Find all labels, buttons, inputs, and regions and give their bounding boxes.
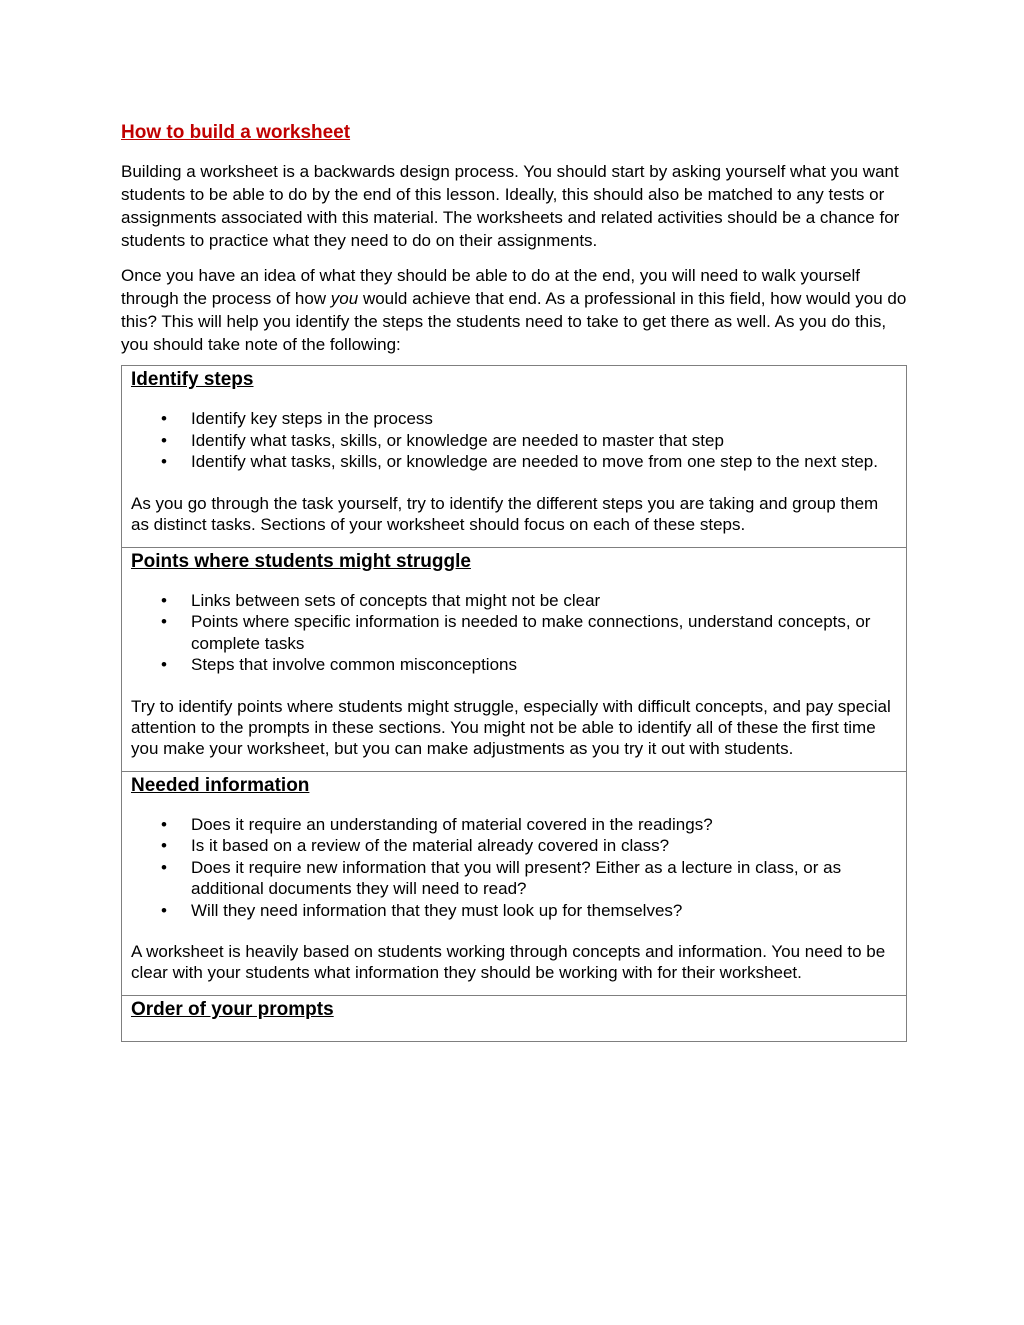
bullet-icon: • [161, 836, 167, 855]
bullet-icon: • [161, 612, 167, 631]
section-note: Try to identify points where students might struggle, especially with difficult concepts, and pay special attention to the prompts in these sections. You might not be able to identify all of these the first time you make your worksheet, but you can make adjustments as you try it out with students. [131, 696, 891, 758]
bullet-icon: • [161, 814, 167, 834]
list-item [131, 654, 897, 676]
bullet-list [131, 408, 897, 473]
intro-paragraph-1: Building a worksheet is a backwards design process. You should start by asking yourself what you want students to be able to do by the end of this lesson. Ideally, this should also be matched to any tests or assignments associated with this material. The worksheets and related activities should be a chance for students to practice what they need to do on their assignments. [121, 162, 900, 250]
section-identify-steps [122, 366, 906, 547]
section-needed-information [122, 771, 906, 996]
document-page [121, 118, 907, 1042]
list-item [131, 408, 897, 430]
section-note: A worksheet is heavily based on students working through concepts and information. You need to be clear with your students what information they should be working with for their worksheet. [131, 942, 886, 982]
section-title: Needed information [131, 774, 310, 796]
list-item [131, 835, 897, 857]
list-item-text: Identify key steps in the process [191, 409, 433, 428]
list-item-text: Does it require an understanding of material covered in the readings? [191, 814, 713, 834]
notes-table [121, 365, 907, 1042]
intro-paragraph-2-text-a: Once you have an idea of what they should be able to do at the end, you will need to walk yourself through the process of how [121, 266, 861, 308]
bullet-icon: • [161, 857, 167, 877]
bullet-icon: • [161, 900, 167, 920]
bullet-list [131, 814, 897, 922]
section-title: Order of your prompts [131, 999, 334, 1020]
list-item-text: Is it based on a review of the material already covered in class? [191, 836, 670, 855]
document-title: How to build a worksheet [121, 122, 351, 143]
list-item-text: Will they need information that they must look up for themselves? [191, 900, 683, 920]
bullet-icon: • [161, 409, 167, 428]
bullet-icon: • [161, 452, 167, 471]
list-item [131, 857, 897, 900]
section-title: Points where students might struggle [131, 550, 471, 572]
section-points-of-struggle [122, 547, 906, 771]
intro-paragraph-2 [121, 264, 907, 356]
list-item [131, 590, 897, 612]
list-item [131, 451, 897, 473]
section-title: Identify steps [131, 369, 254, 390]
section-order-of-prompts [122, 995, 906, 1041]
list-item-text: Steps that involve common misconceptions [191, 655, 517, 674]
list-item [131, 430, 897, 452]
intro-paragraph-2-emphasis: you [330, 289, 359, 308]
bullet-icon: • [161, 430, 167, 450]
list-item-text: Links between sets of concepts that might not be clear [191, 590, 601, 610]
bullet-icon: • [161, 655, 167, 674]
list-item-text: Identify what tasks, skills, or knowledge are needed to move from one step to the next step. [191, 452, 878, 471]
list-item [131, 611, 897, 654]
list-item-text: Identify what tasks, skills, or knowledge are needed to master that step [191, 430, 724, 450]
bullet-list [131, 590, 897, 676]
list-item-text: Does it require new information that you will present? Either as a lecture in class, or as additional documents they will need to read? [191, 857, 842, 898]
list-item [131, 900, 897, 922]
intro-paragraph-2-text-b: would achieve that end. As a professional in this field, how would you do this? This will help you identify the steps the students need to take to get there as well. As you do this, you should take note of the following: [121, 289, 907, 354]
section-note: As you go through the task yourself, try to identify the different steps you are taking and group them as distinct tasks. Sections of your worksheet should focus on each of these steps. [131, 493, 879, 534]
list-item [131, 814, 897, 836]
bullet-icon: • [161, 590, 167, 610]
list-item-text: Points where specific information is needed to make connections, understand concepts, or complete tasks [191, 612, 871, 653]
